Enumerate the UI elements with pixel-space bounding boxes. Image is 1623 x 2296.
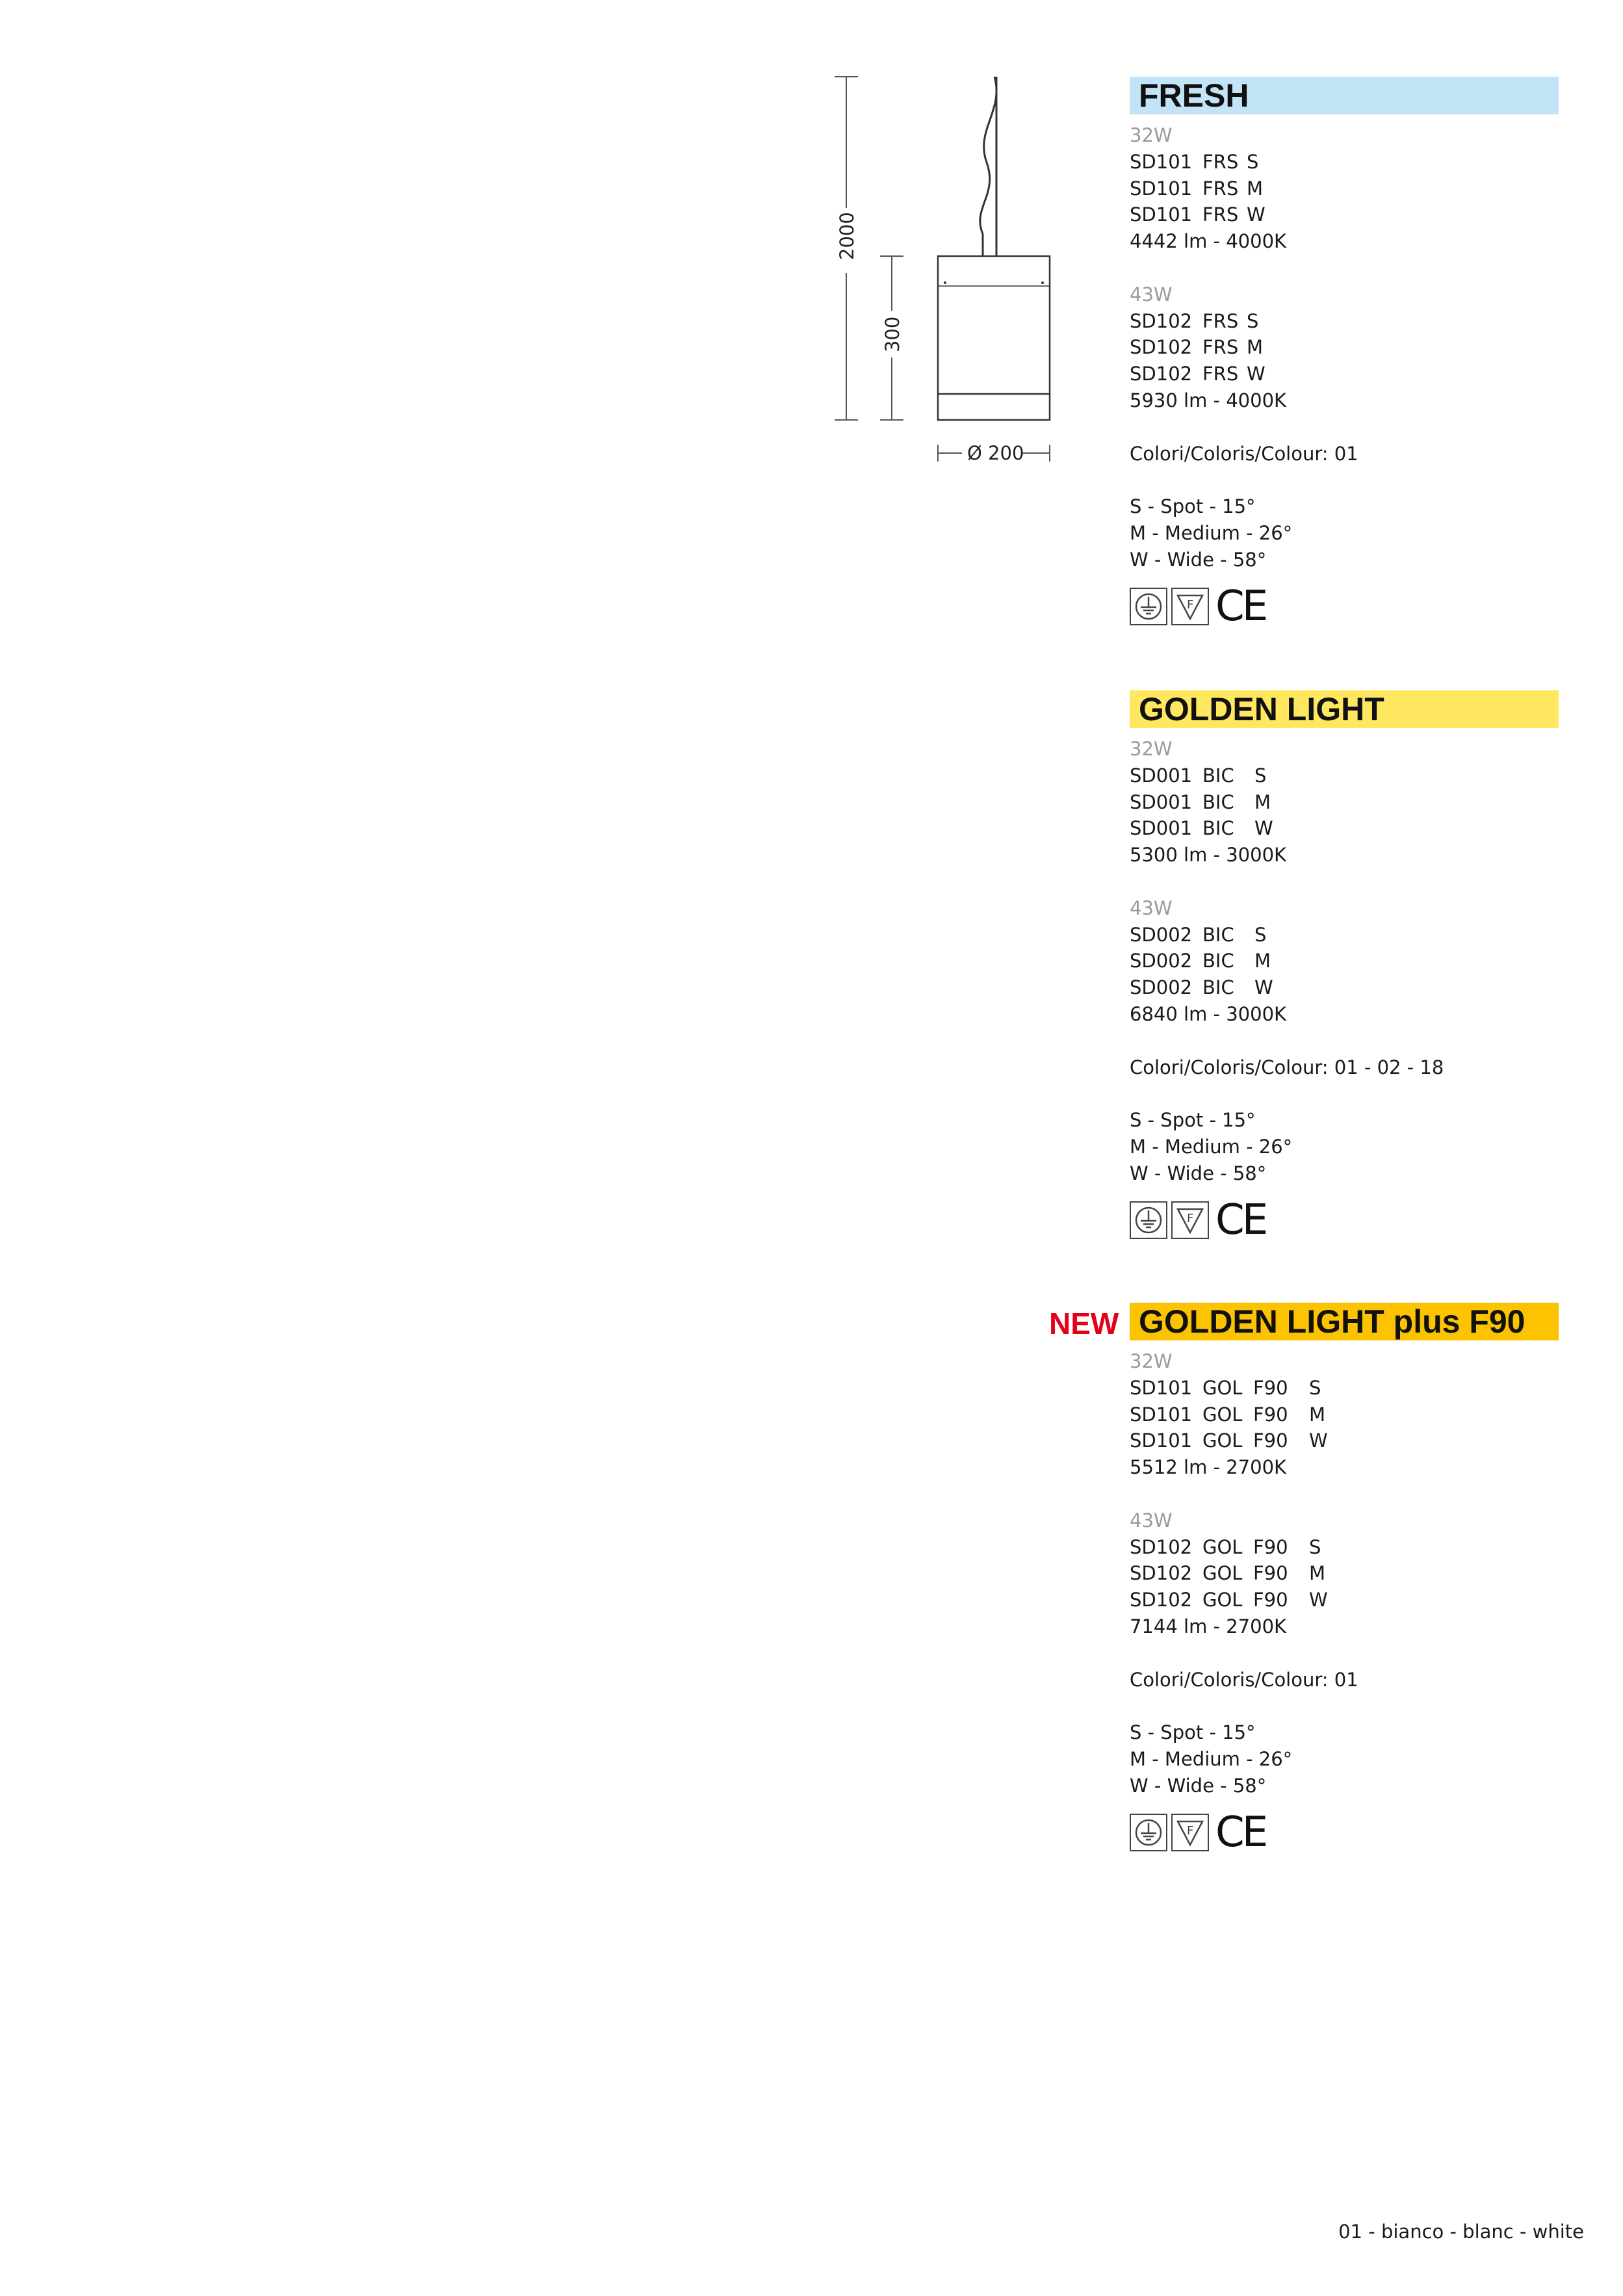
code-part: SD001 xyxy=(1130,764,1193,787)
code-part: F90 xyxy=(1253,1429,1288,1452)
code-part: F90 xyxy=(1253,1589,1288,1611)
product-code xyxy=(1130,1560,1559,1587)
dim-diameter: Ø 200 xyxy=(967,442,1024,464)
product-dimension-drawing xyxy=(812,72,1066,488)
ce-mark-icon: CE xyxy=(1215,1808,1266,1857)
code-part: M xyxy=(1254,950,1271,972)
svg-text:F: F xyxy=(1187,1823,1194,1838)
colour-options: Colori/Coloris/Colour: 01 xyxy=(1130,1668,1358,1691)
lumen-output: 4442 lm - 4000K xyxy=(1130,230,1287,253)
colour-options: Colori/Coloris/Colour: 01 xyxy=(1130,442,1358,465)
code-part: BIC xyxy=(1202,976,1234,999)
product-code xyxy=(1130,1375,1559,1402)
product-code xyxy=(1130,974,1559,1001)
f-mark-triangle-icon xyxy=(1171,1201,1209,1239)
code-part: SD002 xyxy=(1130,976,1193,999)
lumen-output: 5512 lm - 2700K xyxy=(1130,1456,1287,1479)
lamp-drawing-svg xyxy=(812,72,1066,488)
code-part: F90 xyxy=(1253,1535,1288,1558)
code-part: S xyxy=(1247,309,1259,332)
code-part: GOL xyxy=(1202,1429,1243,1452)
earth-ground-icon xyxy=(1130,1814,1167,1851)
product-title: FRESH xyxy=(1139,77,1249,114)
product-section xyxy=(1130,690,1559,1244)
code-part: SD101 xyxy=(1130,203,1193,226)
product-specs xyxy=(1130,736,1559,1187)
code-part: W xyxy=(1247,363,1266,385)
f-mark-triangle-icon xyxy=(1171,588,1209,625)
svg-text:F: F xyxy=(1187,1211,1194,1225)
dim-total-height: 2000 xyxy=(836,212,858,260)
code-part: FRS xyxy=(1202,309,1239,332)
product-code xyxy=(1130,1534,1559,1561)
code-part: F90 xyxy=(1253,1562,1288,1585)
beam-angle: W - Wide - 58° xyxy=(1130,1162,1267,1184)
earth-ground-icon xyxy=(1130,588,1167,625)
code-part: FRS xyxy=(1202,177,1239,200)
code-part: S xyxy=(1309,1535,1321,1558)
code-part: FRS xyxy=(1202,363,1239,385)
certification-icons xyxy=(1130,1808,1559,1857)
product-title-band xyxy=(1130,690,1559,728)
ce-mark-icon: CE xyxy=(1215,582,1266,631)
ce-mark-icon: CE xyxy=(1215,1195,1266,1244)
lumen-output: 5930 lm - 4000K xyxy=(1130,389,1287,411)
code-part: S xyxy=(1309,1376,1321,1399)
code-part: SD002 xyxy=(1130,950,1193,972)
product-code xyxy=(1130,1428,1559,1454)
product-code xyxy=(1130,176,1559,202)
code-part: SD102 xyxy=(1130,309,1193,332)
code-part: BIC xyxy=(1202,764,1234,787)
colour-options: Colori/Coloris/Colour: 01 - 02 - 18 xyxy=(1130,1056,1444,1078)
wattage-label: 43W xyxy=(1130,1509,1173,1532)
product-title-band xyxy=(1130,77,1559,114)
code-part: FRS xyxy=(1202,336,1239,359)
code-part: W xyxy=(1254,817,1273,840)
product-section xyxy=(1130,77,1559,631)
product-title: GOLDEN LIGHT plus F90 xyxy=(1139,1303,1526,1340)
code-part: SD102 xyxy=(1130,336,1193,359)
product-code xyxy=(1130,763,1559,789)
code-part: W xyxy=(1309,1589,1328,1611)
lumen-output: 7144 lm - 2700K xyxy=(1130,1615,1287,1637)
product-code xyxy=(1130,922,1559,948)
lumen-output: 6840 lm - 3000K xyxy=(1130,1002,1287,1025)
code-part: SD101 xyxy=(1130,1376,1193,1399)
beam-angle: S - Spot - 15° xyxy=(1130,1721,1256,1744)
code-part: BIC xyxy=(1202,923,1234,946)
wattage-label: 32W xyxy=(1130,1350,1173,1372)
product-code xyxy=(1130,334,1559,361)
code-part: M xyxy=(1247,177,1264,200)
beam-angle: M - Medium - 26° xyxy=(1130,1135,1293,1158)
f-mark-triangle-icon xyxy=(1171,1814,1209,1851)
code-part: SD002 xyxy=(1130,923,1193,946)
code-part: BIC xyxy=(1202,790,1234,813)
colour-legend-footer: 01 - bianco - blanc - white xyxy=(1338,2221,1584,2243)
code-part: SD101 xyxy=(1130,177,1193,200)
code-part: SD101 xyxy=(1130,1403,1193,1426)
code-part: M xyxy=(1309,1403,1326,1426)
code-part: F90 xyxy=(1253,1403,1288,1426)
code-part: BIC xyxy=(1202,817,1234,840)
product-code xyxy=(1130,149,1559,176)
product-code xyxy=(1130,1402,1559,1428)
code-part: W xyxy=(1247,203,1266,226)
product-code xyxy=(1130,202,1559,228)
code-part: FRS xyxy=(1202,150,1239,173)
dim-body-height: 300 xyxy=(881,316,903,352)
earth-ground-icon xyxy=(1130,1201,1167,1239)
beam-angle: M - Medium - 26° xyxy=(1130,521,1293,544)
wattage-label: 43W xyxy=(1130,283,1173,306)
product-code xyxy=(1130,361,1559,387)
code-part: GOL xyxy=(1202,1376,1243,1399)
code-part: M xyxy=(1309,1562,1326,1585)
code-part: GOL xyxy=(1202,1589,1243,1611)
wattage-label: 32W xyxy=(1130,738,1173,760)
beam-angle: M - Medium - 26° xyxy=(1130,1747,1293,1770)
code-part: FRS xyxy=(1202,203,1239,226)
code-part: S xyxy=(1254,923,1267,946)
new-badge: NEW xyxy=(1049,1307,1119,1340)
wattage-label: 43W xyxy=(1130,896,1173,919)
code-part: SD102 xyxy=(1130,1535,1193,1558)
product-section xyxy=(1049,1303,1559,1857)
code-part: SD102 xyxy=(1130,1589,1193,1611)
code-part: GOL xyxy=(1202,1403,1243,1426)
code-part: SD102 xyxy=(1130,363,1193,385)
code-part: F90 xyxy=(1253,1376,1288,1399)
wattage-label: 32W xyxy=(1130,124,1173,146)
code-part: S xyxy=(1247,150,1259,173)
beam-angle: S - Spot - 15° xyxy=(1130,1109,1256,1132)
certification-icons xyxy=(1130,582,1559,631)
beam-angle: W - Wide - 58° xyxy=(1130,548,1267,571)
code-part: W xyxy=(1309,1429,1328,1452)
certification-icons xyxy=(1130,1195,1559,1244)
code-part: SD001 xyxy=(1130,817,1193,840)
product-specs xyxy=(1130,1348,1559,1799)
product-code xyxy=(1130,1587,1559,1613)
code-part: M xyxy=(1247,336,1264,359)
svg-text:F: F xyxy=(1187,597,1194,612)
code-part: SD101 xyxy=(1130,150,1193,173)
code-part: W xyxy=(1254,976,1273,999)
code-part: SD101 xyxy=(1130,1429,1193,1452)
code-part: M xyxy=(1254,790,1271,813)
beam-angle: S - Spot - 15° xyxy=(1130,495,1256,518)
beam-angle: W - Wide - 58° xyxy=(1130,1774,1267,1797)
product-code xyxy=(1130,815,1559,842)
lumen-output: 5300 lm - 3000K xyxy=(1130,844,1287,867)
code-part: GOL xyxy=(1202,1562,1243,1585)
product-specs xyxy=(1130,122,1559,573)
code-part: GOL xyxy=(1202,1535,1243,1558)
product-code xyxy=(1130,948,1559,974)
code-part: SD102 xyxy=(1130,1562,1193,1585)
code-part: SD001 xyxy=(1130,790,1193,813)
product-title-band xyxy=(1049,1303,1559,1340)
code-part: S xyxy=(1254,764,1267,787)
product-code xyxy=(1130,308,1559,335)
product-code xyxy=(1130,789,1559,816)
code-part: BIC xyxy=(1202,950,1234,972)
product-title: GOLDEN LIGHT xyxy=(1139,691,1384,727)
